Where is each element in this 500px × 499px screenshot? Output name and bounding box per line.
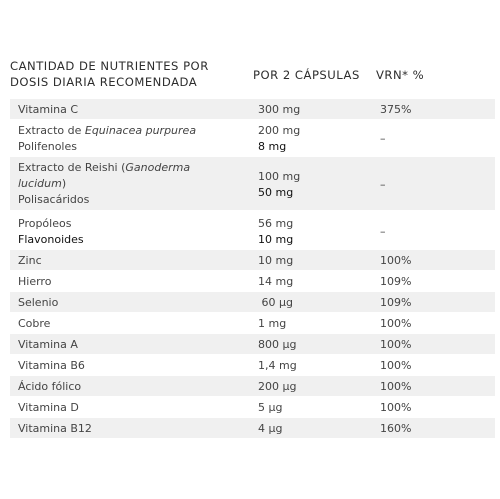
nutrient-vrn: 100% bbox=[380, 401, 412, 414]
table-row-vitamina-c bbox=[10, 99, 495, 120]
nutrient-name: Vitamina D bbox=[18, 401, 79, 414]
nutrient-vrn: – bbox=[380, 225, 386, 238]
nutrient-name-prefix: Extracto de Reishi ( bbox=[18, 161, 126, 174]
nutrient-subdose: 8 mg bbox=[258, 140, 287, 153]
header-nutrients-line1: CANTIDAD DE NUTRIENTES POR bbox=[10, 59, 209, 73]
nutrient-name: Hierro bbox=[18, 275, 52, 288]
table-row-selenio bbox=[10, 292, 495, 313]
nutrient-subname: Polifenoles bbox=[18, 140, 77, 153]
table-row-reishi bbox=[10, 157, 495, 211]
nutrient-dose: 200 µg bbox=[258, 380, 297, 393]
nutrient-name: Vitamina B6 bbox=[18, 359, 85, 372]
nutrient-name-suffix: ) bbox=[61, 177, 67, 190]
nutrient-vrn: – bbox=[380, 132, 386, 145]
nutrient-dose: 100 mg bbox=[258, 170, 301, 183]
nutrient-subdose: 50 mg bbox=[258, 186, 294, 199]
nutrient-name: Ácido fólico bbox=[18, 380, 82, 393]
nutrient-vrn: 100% bbox=[380, 254, 412, 267]
table-row-vitamina-b6 bbox=[10, 355, 495, 376]
nutrient-vrn: 109% bbox=[380, 275, 412, 288]
header-vrn: VRN* % bbox=[376, 68, 425, 82]
nutrient-name-line2 bbox=[18, 175, 243, 192]
nutrient-vrn: 100% bbox=[380, 359, 412, 372]
table-header bbox=[10, 58, 490, 98]
nutrient-vrn: 100% bbox=[380, 338, 412, 351]
nutrient-dose: 200 mg bbox=[258, 124, 301, 137]
nutrient-name bbox=[18, 159, 243, 176]
table-row-acido-folico bbox=[10, 376, 495, 397]
table-row-vitamina-d bbox=[10, 397, 495, 418]
nutrient-vrn: 109% bbox=[380, 296, 412, 309]
nutrient-dose: 4 µg bbox=[258, 422, 283, 435]
nutrient-vrn: 375% bbox=[380, 103, 412, 116]
nutrient-dose: 1 mg bbox=[258, 317, 287, 330]
nutrient-name-latin2: lucidum bbox=[18, 177, 62, 190]
nutrient-name: Propóleos bbox=[18, 217, 72, 230]
header-nutrients-line2: DOSIS DIARIA RECOMENDADA bbox=[10, 75, 198, 89]
table-row-zinc bbox=[10, 250, 495, 271]
nutrient-name: Vitamina B12 bbox=[18, 422, 92, 435]
nutrient-name bbox=[18, 122, 243, 139]
table-row-hierro bbox=[10, 271, 495, 292]
nutrient-vrn: – bbox=[380, 178, 386, 191]
header-nutrients bbox=[10, 58, 209, 90]
nutrition-table bbox=[10, 99, 495, 439]
nutrient-subname: Flavonoides bbox=[18, 233, 84, 246]
header-dose: POR 2 CÁPSULAS bbox=[253, 68, 360, 82]
table-row-vitamina-a bbox=[10, 334, 495, 355]
nutrient-vrn: 100% bbox=[380, 380, 412, 393]
nutrient-name: Zinc bbox=[18, 254, 42, 267]
table-row-vitamina-b12 bbox=[10, 418, 495, 439]
nutrient-vrn: 100% bbox=[380, 317, 412, 330]
nutrient-dose: 1,4 mg bbox=[258, 359, 297, 372]
nutrient-name: Cobre bbox=[18, 317, 51, 330]
table-row-propoleos bbox=[10, 211, 495, 250]
nutrient-dose: 10 mg bbox=[258, 254, 294, 267]
nutrient-dose: 5 µg bbox=[258, 401, 283, 414]
nutrient-name: Vitamina C bbox=[18, 103, 79, 116]
nutrient-dose: 300 mg bbox=[258, 103, 301, 116]
nutrient-name-prefix: Extracto de bbox=[18, 124, 85, 137]
nutrient-name: Vitamina A bbox=[18, 338, 78, 351]
nutrient-dose: 60 µg bbox=[258, 296, 293, 309]
nutrient-name-latin: Ganoderma bbox=[125, 161, 191, 174]
nutrient-subname: Polisacáridos bbox=[18, 193, 90, 206]
nutrient-dose: 56 mg bbox=[258, 217, 294, 230]
nutrient-dose: 14 mg bbox=[258, 275, 294, 288]
table-row-equinacea bbox=[10, 120, 495, 157]
nutrient-name: Selenio bbox=[18, 296, 59, 309]
nutrient-subdose: 10 mg bbox=[258, 233, 294, 246]
nutrient-dose: 800 µg bbox=[258, 338, 297, 351]
nutrient-name-latin: Equinacea purpurea bbox=[84, 124, 197, 137]
table-row-cobre bbox=[10, 313, 495, 334]
nutrient-vrn: 160% bbox=[380, 422, 412, 435]
